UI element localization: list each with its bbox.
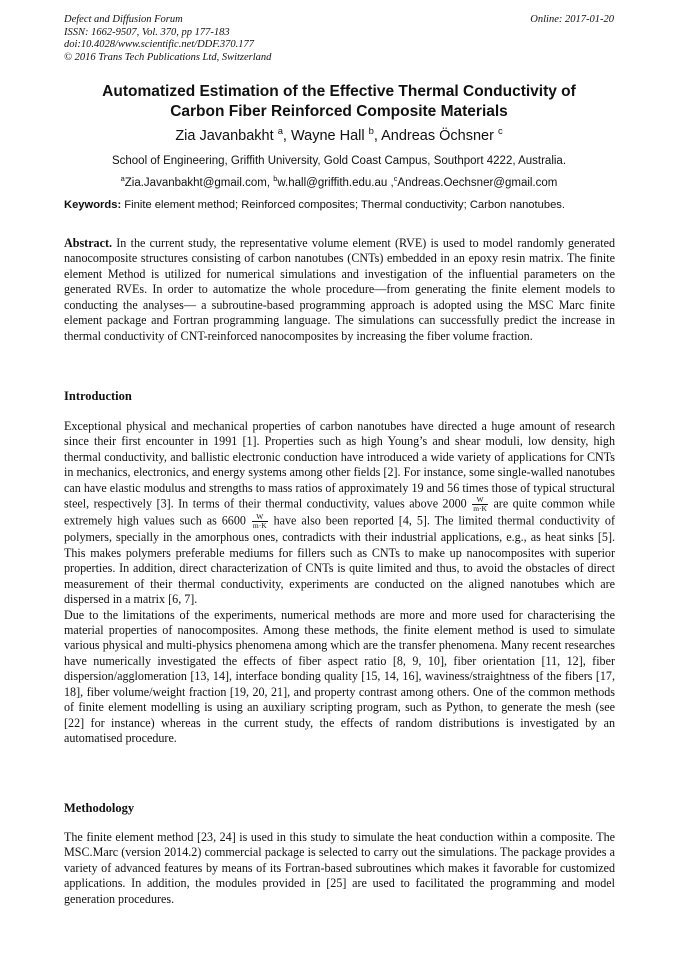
title-line-2: Carbon Fiber Reinforced Composite Materials [170,103,508,120]
intro-p1-part-a: Exceptional physical and mechanical properties of carbon nanotubes have directed a huge amount of research since their first encounter in 1991 [1]. Properties such as high Young’s and shear moduli, low density, high thermal conductivity, and ballistic electronic conduction have introduced a wide variety of applications for CNTs in mechanics, electronics, and energy systems among other fields [2]. For instance, some single-walled nanotubes can have elastic modulus and strengths to mass ratios of approximately 19 and 56 times those of typical structural steel, respectively [3]. In terms of their thermal conductivity, values above 2000 [64,419,615,511]
fraction-denominator: m·K [252,521,267,531]
online-date: Online: 2017-01-20 [530,14,614,25]
intro-paragraph-1 [64,419,615,608]
doi-line[interactable]: doi:10.4028/www.scientific.net/DDF.370.177 [64,39,255,50]
title-line-1: Automatized Estimation of the Effective Thermal Conductivity of [102,83,576,100]
journal-name: Defect and Diffusion Forum [64,14,183,25]
intro-p1-part-b: are quite common while extremely high values such as 6600 [64,496,616,528]
keywords-text: Finite element method; Reinforced composites; Thermal conductivity; Carbon nanotubes. [121,199,565,211]
author-3-sup: c [497,125,503,136]
author-3: , Andreas Öchsner [373,127,494,144]
affiliation-block [30,152,648,192]
author-1-sup: a [277,125,283,136]
author-list [40,125,638,144]
email-a[interactable]: Zia.Javanbakht@gmail.com, [124,176,274,189]
issn-line: ISSN: 1662-9507, Vol. 370, pp 177-183 [64,26,230,38]
paper-title [40,82,638,122]
fraction-numerator: W [252,513,268,522]
email-sup-b: b [273,174,278,183]
email-b[interactable]: w.hall@griffith.edu.au , [277,176,394,189]
intro-paragraph-2: Due to the limitations of the experiments, numerical methods are more and more used for characterising the material properties of nanocomposites. Among these methods, the finite element method is used to simulate various physical and multi-physics phenomena among which are the transfer phenomena. Many recent researches have numerically investigated the effects of fiber aspect ratio [8, 9, 10], fiber orientation [11, 12], fiber dispersion/agglomeration [13, 14], interface bonding quality [15, 14, 16], waviness/straightness of the fibers [17, 18], fiber volume/weight fraction [19, 20, 21], and property contrast among others. One of the common methods of finite element modelling is using an auxiliary scripting program, such as Python, to generate the mesh (see [22] for instance) whereas in the current study, the effects of random distributions is investigated by an automatised procedure. [64,607,615,746]
unit-fraction [252,513,268,530]
methodology-paragraph-1: The finite element method [23, 24] is used in this study to simulate the heat conduction within a composite. The MSC.Marc (version 2014.2) commercial package is selected to carry out the simulations. The package provides a variety of advanced features by means of its Fortran-based subroutines which makes it favorable for customized applications. In addition, the modules provided in [25] are used to facilitated the programming and model generation procedures. [64,830,615,906]
introduction-heading: Introduction [64,389,132,403]
introduction-body [64,419,615,747]
email-c[interactable]: Andreas.Oechsner@gmail.com [397,176,558,189]
author-2-sup: b [368,125,374,136]
author-2: , Wayne Hall [282,127,365,144]
email-line [30,170,648,192]
methodology-body [64,830,615,907]
abstract-text: In the current study, the representative volume element (RVE) is used to model randomly generated nanocomposite structures consisting of carbon nanotubes (CNTs) embedded in an epoxy resin matrix. The finite element Method is utilized for numerical simulations and investigation of the influential parameters on the generated RVEs. In order to automatize the whole procedure—from generating the finite element models to conducting the analyses— a subroutine-based programming approach is adopted using the MSC Marc finite element package and Fortran programming language. The simulations can successfully predict the increase in thermal conductivity of CNT-reinforced nanocomposites by increasing the fiber volume fraction. [64,236,615,343]
abstract [64,236,615,344]
unit-fraction [472,496,488,513]
copyright-line: © 2016 Trans Tech Publications Ltd, Switzerland [64,51,272,63]
fraction-denominator: m·K [473,504,487,514]
email-sup-a: a [120,174,125,183]
intro-p1-part-c: have also been reported [4, 5]. The limited thermal conductivity of polymers, specially in the amorphous ones, contradicts with their industrial applications, e.g., as heat sinks [5]. This makes polymers preferable mediums for fillers such as CNTs to make up nanocomposites with superior properties. In addition, direct characterization of CNTs is quite limited and thus, to avoid the obstacles of direct measurement of their thermal conductivity, experiments are conducted on the aligned nanotubes which are dispersed in a matrix [6, 7]. [64,513,615,607]
methodology-heading: Methodology [64,801,135,815]
keywords [64,199,638,211]
fraction-numerator: W [472,496,488,505]
author-1: Zia Javanbakht [175,127,274,144]
affiliation: School of Engineering, Griffith University, Gold Coast Campus, Southport 4222, Australia. [111,155,567,167]
journal-header [64,14,614,64]
keywords-label: Keywords: [64,199,122,211]
email-sup-c: c [393,174,398,183]
abstract-label: Abstract. [64,236,113,250]
